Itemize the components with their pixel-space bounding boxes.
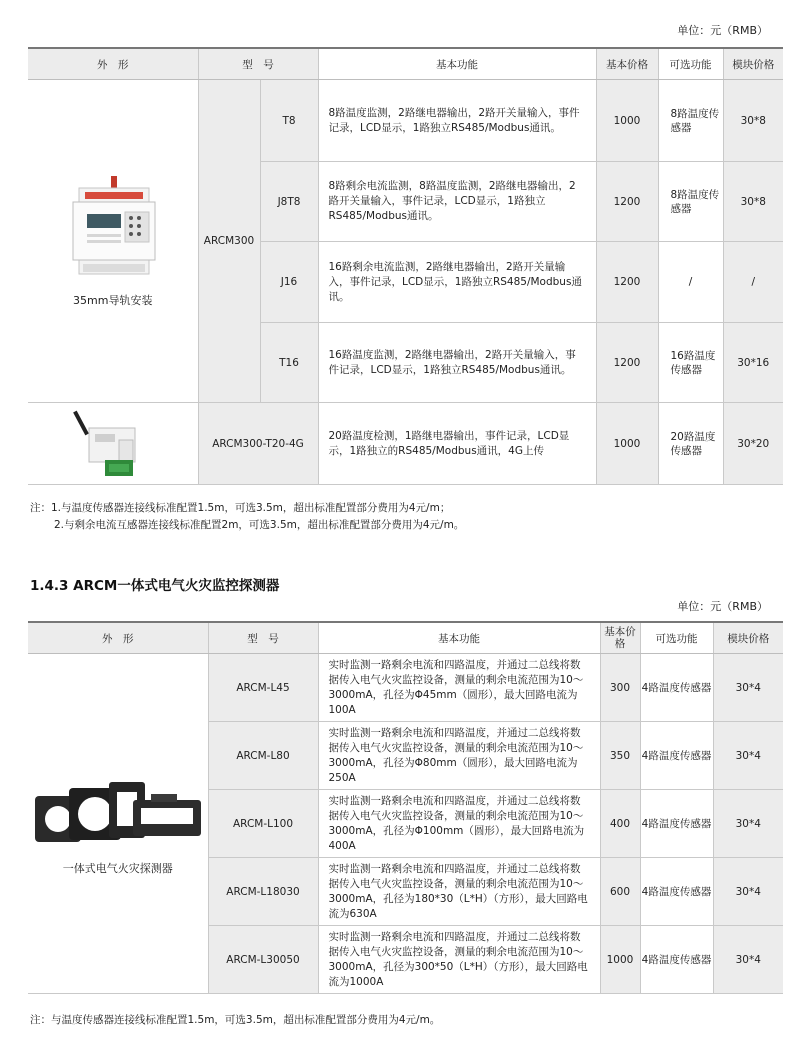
module-price-cell: 30*20	[723, 403, 783, 485]
unit-label: 单位：元（RMB）	[677, 600, 768, 613]
model-cell: ARCM-L45	[208, 654, 318, 722]
module-price-cell: 30*8	[723, 80, 783, 162]
col-header-function: 基本功能	[318, 622, 600, 654]
table-header-row	[28, 48, 783, 80]
price-table-arcm-integrated	[28, 621, 783, 994]
submodel-cell: T16	[260, 323, 318, 403]
product-cell-arcm300	[28, 80, 198, 403]
function-cell: 16路剩余电流监测，2路继电器输出，2路开关量输入，事件记录，LCD显示，1路独立RS485/Modbus通讯。	[318, 242, 596, 323]
function-cell: 实时监测一路剩余电流和四路温度，并通过二总线将数据传入电气火灾监控设备，测量的剩余电流范围为10～3000mA，孔径为Φ100mm（圆形），最大回路电流为400A	[318, 790, 600, 858]
module-price-cell: 30*4	[713, 858, 783, 926]
section-title: 1.4.3 ARCM一体式电气火灾监控探测器	[30, 578, 280, 594]
price-cell: 350	[600, 722, 640, 790]
option-cell: 4路温度传感器	[640, 722, 713, 790]
function-cell: 8路剩余电流监测，8路温度监测，2路继电器输出，2路开关量输入，事件记录，LCD显示，1路独立RS485/Modbus通讯。	[318, 162, 596, 242]
function-cell: 16路温度监测，2路继电器输出，2路开关量输入，事件记录，LCD显示，1路独立RS485/Modbus通讯。	[318, 323, 596, 403]
note-line: 2.与剩余电流互感器连接线标准配置2m，可选3.5m，超出标准配置部分费用为4元/m。	[54, 519, 465, 531]
module-price-cell: 30*4	[713, 654, 783, 722]
col-header-model: 型 号	[208, 622, 318, 654]
table-row	[28, 654, 783, 722]
option-cell: 4路温度传感器	[640, 858, 713, 926]
function-cell: 8路温度监测，2路继电器输出，2路开关量输入，事件记录，LCD显示，1路独立RS485/Modbus通讯。	[318, 80, 596, 162]
price-cell: 400	[600, 790, 640, 858]
model-cell: ARCM-L80	[208, 722, 318, 790]
col-header-function: 基本功能	[318, 48, 596, 80]
option-cell: 4路温度传感器	[640, 790, 713, 858]
notes-block	[30, 500, 464, 534]
4g-device-image	[65, 408, 161, 480]
price-table-arcm300	[28, 47, 783, 485]
submodel-cell: J16	[260, 242, 318, 323]
product-caption: 35mm导轨安装	[73, 294, 153, 307]
col-header-appearance: 外 形	[28, 622, 208, 654]
table-row	[28, 80, 783, 162]
col-header-option: 可选功能	[640, 622, 713, 654]
note-line: 注：1.与温度传感器连接线标准配置1.5m，可选3.5m，超出标准配置部分费用为4元/m；	[30, 502, 451, 514]
product-cell-4g	[28, 403, 198, 485]
product-cell-arcm-l	[28, 654, 208, 994]
col-header-model: 型 号	[198, 48, 318, 80]
module-price-cell: /	[723, 242, 783, 323]
option-cell: 16路温度传感器	[658, 323, 723, 403]
price-cell: 1200	[596, 162, 658, 242]
col-header-price: 基本价格	[596, 48, 658, 80]
model-cell: ARCM-L100	[208, 790, 318, 858]
option-cell: 4路温度传感器	[640, 926, 713, 994]
model-cell: ARCM-L18030	[208, 858, 318, 926]
col-header-appearance: 外 形	[28, 48, 198, 80]
col-header-module-price: 模块价格	[713, 622, 783, 654]
option-cell: 8路温度传感器	[658, 80, 723, 162]
function-cell: 实时监测一路剩余电流和四路温度，并通过二总线将数据传入电气火灾监控设备，测量的剩余电流范围为10～3000mA，孔径为300*50（L*H）（方形），最大回路电流为1000A	[318, 926, 600, 994]
table-row	[28, 403, 783, 485]
function-cell: 实时监测一路剩余电流和四路温度，并通过二总线将数据传入电气火灾监控设备，测量的剩余电流范围为10～3000mA，孔径为180*30（L*H）（方形），最大回路电流为630A	[318, 858, 600, 926]
col-header-module-price: 模块价格	[723, 48, 783, 80]
module-price-cell: 30*4	[713, 722, 783, 790]
function-cell: 20路温度检测，1路继电器输出，事件记录，LCD显示，1路独立的RS485/Modbus通讯，4G上传	[318, 403, 596, 485]
option-cell: 4路温度传感器	[640, 654, 713, 722]
module-price-cell: 30*16	[723, 323, 783, 403]
col-header-price: 基本价格	[600, 622, 640, 654]
model-cell: ARCM300	[198, 80, 260, 403]
function-cell: 实时监测一路剩余电流和四路温度，并通过二总线将数据传入电气火灾监控设备，测量的剩余电流范围为10～3000mA，孔径为Φ45mm（圆形），最大回路电流为100A	[318, 654, 600, 722]
submodel-cell: T8	[260, 80, 318, 162]
price-cell: 1000	[600, 926, 640, 994]
model-cell: ARCM-L30050	[208, 926, 318, 994]
unit-label: 单位：元（RMB）	[677, 24, 768, 37]
option-cell: /	[658, 242, 723, 323]
din-rail-device-image	[65, 174, 161, 284]
price-cell: 1200	[596, 242, 658, 323]
note-line: 注：与温度传感器连接线标准配置1.5m，可选3.5m，超出标准配置部分费用为4元/m。	[30, 1014, 441, 1026]
integrated-detector-image	[33, 772, 203, 852]
col-header-option: 可选功能	[658, 48, 723, 80]
module-price-cell: 30*4	[713, 790, 783, 858]
module-price-cell: 30*8	[723, 162, 783, 242]
submodel-cell: J8T8	[260, 162, 318, 242]
price-cell: 1000	[596, 403, 658, 485]
price-cell: 1200	[596, 323, 658, 403]
model-cell: ARCM300-T20-4G	[198, 403, 318, 485]
table-header-row	[28, 622, 783, 654]
price-cell: 300	[600, 654, 640, 722]
module-price-cell: 30*4	[713, 926, 783, 994]
price-cell: 1000	[596, 80, 658, 162]
option-cell: 8路温度传感器	[658, 162, 723, 242]
product-caption: 一体式电气火灾探测器	[62, 861, 173, 875]
option-cell: 20路温度传感器	[658, 403, 723, 485]
function-cell: 实时监测一路剩余电流和四路温度，并通过二总线将数据传入电气火灾监控设备，测量的剩余电流范围为10～3000mA，孔径为Φ80mm（圆形），最大回路电流为250A	[318, 722, 600, 790]
price-cell: 600	[600, 858, 640, 926]
